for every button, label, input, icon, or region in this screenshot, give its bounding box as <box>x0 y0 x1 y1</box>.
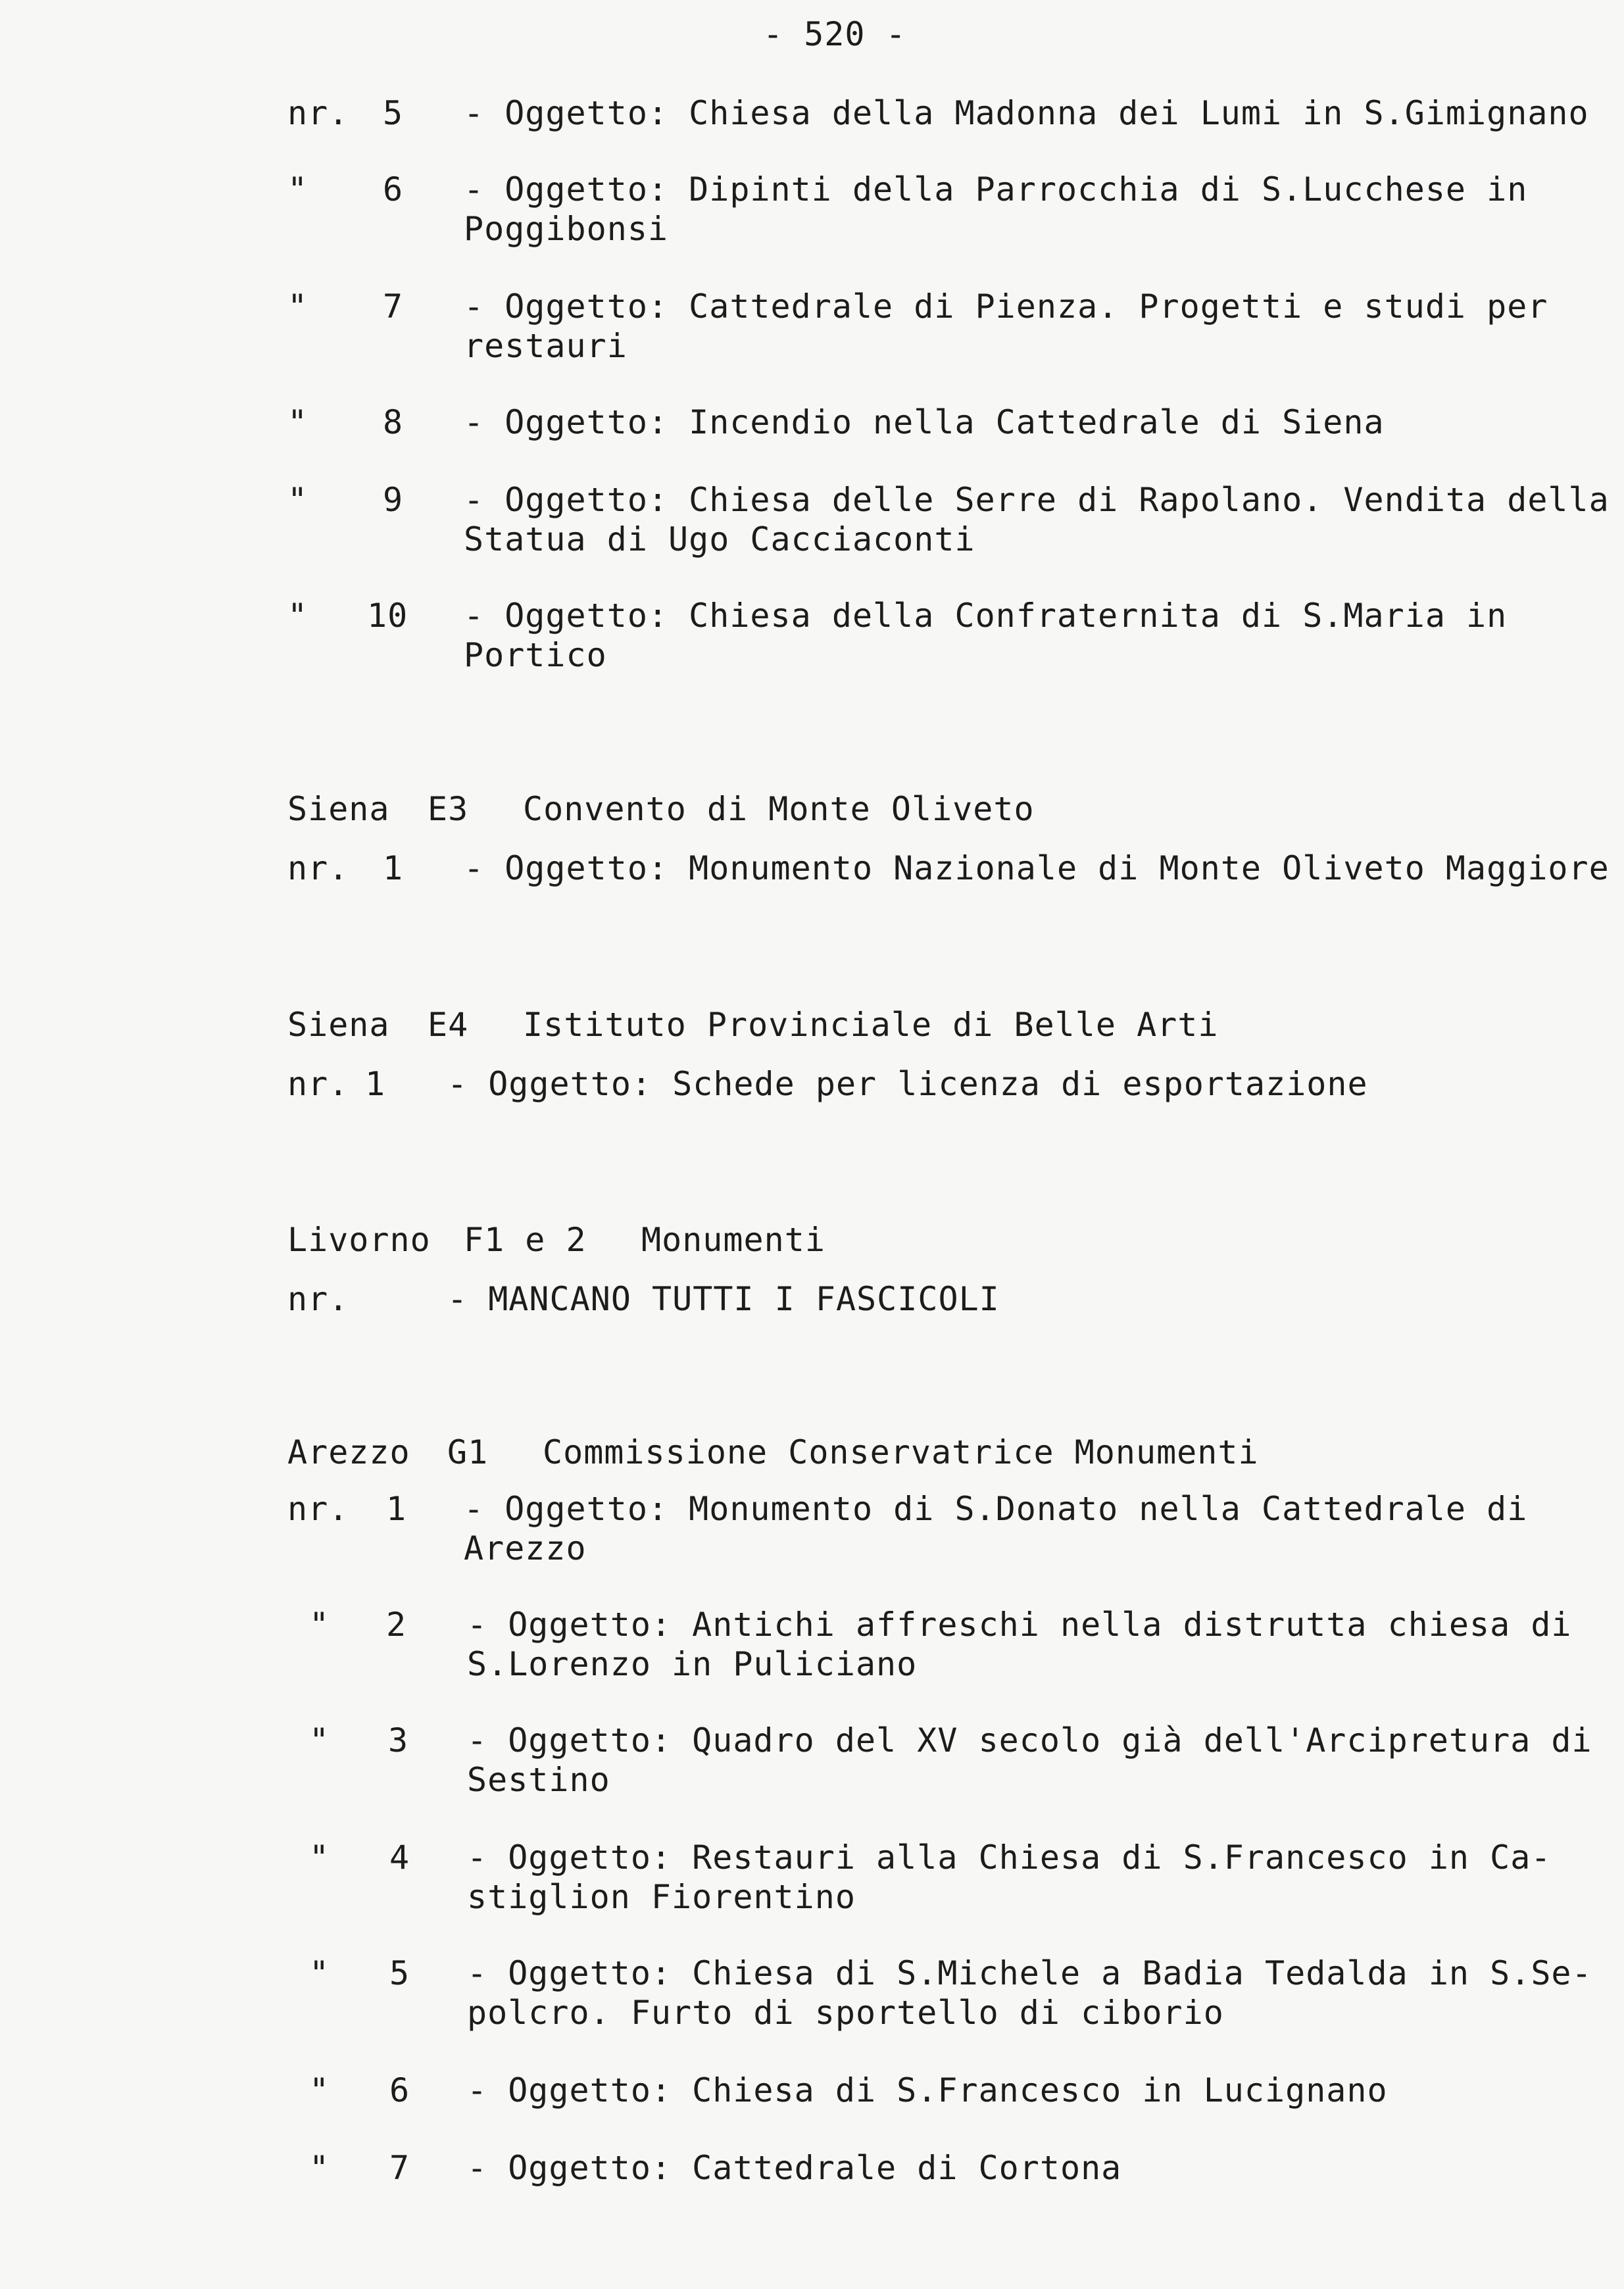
item-prefix: nr. <box>287 849 349 887</box>
section-title: Commissione Conservatrice Monumenti <box>543 1433 1259 1471</box>
section-place: Siena <box>287 790 390 828</box>
item-number: 7 <box>389 2149 410 2187</box>
item-number: 6 <box>383 170 404 209</box>
section-place: Livorno <box>287 1221 431 1259</box>
item-text-line: - Oggetto: Monumento Nazionale di Monte Oliveto Maggiore <box>464 849 1610 887</box>
item-number: 3 <box>388 1721 409 1760</box>
item-prefix: " <box>287 403 308 441</box>
section-code: G1 <box>447 1433 489 1471</box>
item-text-line: - Oggetto: Incendio nella Cattedrale di Siena <box>464 403 1385 441</box>
item-prefix: " <box>309 1721 330 1760</box>
item-prefix: nr. <box>287 1490 349 1528</box>
item-text-line: Arezzo <box>464 1529 587 1567</box>
item-text-line: restauri <box>464 327 627 365</box>
item-text-line: - Oggetto: Schede per licenza di esportazione <box>447 1065 1368 1103</box>
item-number: 9 <box>383 481 404 519</box>
section-title: Monumenti <box>641 1221 825 1259</box>
item-number: 1 <box>383 849 404 887</box>
item-number: 1 <box>386 1490 407 1528</box>
item-text-line: - MANCANO TUTTI I FASCICOLI <box>447 1280 1000 1318</box>
item-prefix: " <box>287 287 308 326</box>
item-prefix: " <box>309 1838 330 1877</box>
section-code: E4 <box>428 1006 469 1044</box>
item-text-line: - Oggetto: Monumento di S.Donato nella Cattedrale di <box>464 1490 1528 1528</box>
item-prefix: " <box>309 1606 330 1644</box>
item-prefix: nr. <box>287 1065 349 1103</box>
item-text-line: - Oggetto: Antichi affreschi nella distrutta chiesa di <box>467 1606 1572 1644</box>
item-number: 10 <box>367 597 408 635</box>
item-text-line: - Oggetto: Dipinti della Parrocchia di S.Lucchese in <box>464 170 1528 209</box>
section-place: Siena <box>287 1006 390 1044</box>
section-title: Convento di Monte Oliveto <box>523 790 1035 828</box>
item-text-line: Portico <box>464 636 607 674</box>
item-prefix: " <box>309 2071 330 2109</box>
item-text-line: - Oggetto: Chiesa di S.Francesco in Lucignano <box>467 2071 1388 2109</box>
item-text-line: Sestino <box>467 1761 610 1799</box>
item-prefix: " <box>309 1954 330 1992</box>
item-text-line: S.Lorenzo in Puliciano <box>467 1645 918 1683</box>
page-number: - 520 - <box>763 15 906 53</box>
item-number: 1 <box>365 1065 386 1103</box>
item-number: 5 <box>383 94 404 132</box>
section-place: Arezzo <box>287 1433 410 1471</box>
item-prefix: " <box>287 481 308 519</box>
item-number: 4 <box>389 1838 410 1877</box>
item-text-line: - Oggetto: Chiesa delle Serre di Rapolano. Vendita della <box>464 481 1610 519</box>
item-text-line: stiglion Fiorentino <box>467 1878 856 1916</box>
item-prefix: nr. <box>287 1280 349 1318</box>
item-number: 7 <box>383 287 404 326</box>
item-text-line: polcro. Furto di sportello di ciborio <box>467 1994 1224 2032</box>
section-code: F1 e 2 <box>464 1221 587 1259</box>
item-text-line: - Oggetto: Chiesa di S.Michele a Badia Tedalda in S.Se- <box>467 1954 1592 1992</box>
item-text-line: - Oggetto: Cattedrale di Pienza. Progetti e studi per <box>464 287 1548 326</box>
section-title: Istituto Provinciale di Belle Arti <box>523 1006 1219 1044</box>
item-text-line: - Oggetto: Restauri alla Chiesa di S.Francesco in Ca- <box>467 1838 1552 1877</box>
item-number: 8 <box>383 403 404 441</box>
item-number: 5 <box>389 1954 410 1992</box>
item-number: 2 <box>386 1606 407 1644</box>
item-text-line: - Oggetto: Quadro del XV secolo già dell'Arcipretura di <box>467 1721 1592 1760</box>
item-text-line: Statua di Ugo Cacciaconti <box>464 520 975 558</box>
item-text-line: - Oggetto: Chiesa della Confraternita di S.Maria in <box>464 597 1508 635</box>
item-prefix: " <box>287 170 308 209</box>
item-prefix: nr. <box>287 94 349 132</box>
item-prefix: " <box>309 2149 330 2187</box>
item-text-line: Poggibonsi <box>464 210 669 248</box>
item-text-line: - Oggetto: Chiesa della Madonna dei Lumi in S.Gimignano <box>464 94 1589 132</box>
item-text-line: - Oggetto: Cattedrale di Cortona <box>467 2149 1122 2187</box>
section-code: E3 <box>428 790 469 828</box>
item-number: 6 <box>389 2071 410 2109</box>
item-prefix: " <box>287 597 308 635</box>
